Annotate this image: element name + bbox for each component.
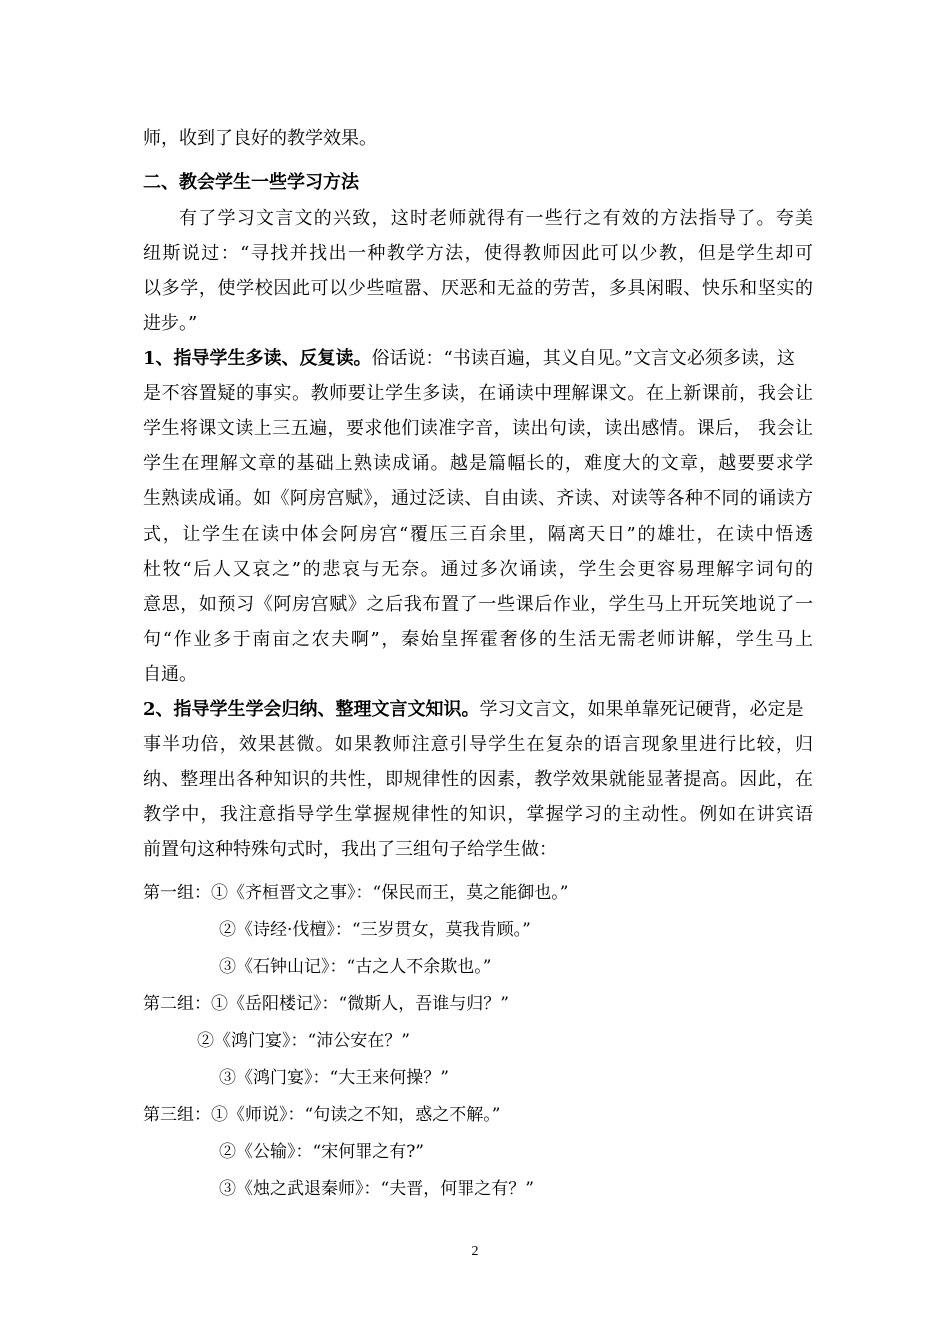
paragraph-line: 生熟读成诵。如《阿房宫赋》，通过泛读、自由读、齐读、对读等各种不同的诵读方 [143, 488, 813, 509]
paragraph-line: 前置句这种特殊句式时，我出了三组句子给学生做： [143, 839, 557, 860]
example-line: ③《烛之武退秦师》：“夫晋，何罪之有？” [219, 1179, 534, 1199]
paragraph-line: 以多学，使学校因此可以少些喧嚣、厌恶和无益的劳苦，多具闲暇、快乐和坚实的 [143, 278, 813, 299]
page-number: 2 [471, 1244, 479, 1259]
example-line: ②《诗经·伐檀》：“三岁贯女，莫我肯顾。” [219, 920, 531, 940]
subheading: 2、指导学生学会归纳、整理文言文知识。 [143, 699, 480, 720]
subheading: 1、指导学生多读、反复读。 [143, 348, 372, 369]
paragraph-line: 教学中，我注意指导学生掌握规律性的知识，掌握学习的主动性。例如在讲宾语 [143, 804, 813, 825]
paragraph-line: 自通。 [143, 664, 197, 685]
paragraph-line: 杜牧“后人又哀之”的悲哀与无奈。通过多次诵读，学生会更容易理解字词句的 [143, 559, 813, 580]
example-line: 第三组：①《师说》：“句读之不知，惑之不解。” [143, 1105, 501, 1125]
example-line: ③《石钟山记》：“古之人不余欺也。” [219, 957, 492, 977]
example-line: 第一组：①《齐桓晋文之事》：“保民而王，莫之能御也。” [143, 883, 569, 903]
paragraph-line: 句“作业多于南亩之农夫啊”，秦始皇挥霍奢侈的生活无需老师讲解，学生马上 [143, 629, 813, 650]
example-line: ②《公输》：“宋何罪之有?” [219, 1142, 424, 1162]
paragraph-line: 学生将课文读上三五遍，要求他们读准字音，读出句读，读出感情。课后， 我会让 [143, 418, 813, 439]
paragraph-line: 事半功倍，效果甚微。如果教师注意引导学生在复杂的语言现象里进行比较，归 [143, 734, 813, 755]
example-line: 第二组：①《岳阳楼记》：“微斯人，吾谁与归？” [143, 994, 509, 1014]
paragraph-line [143, 346, 813, 372]
example-line: ②《鸿门宴》：“沛公安在？” [197, 1031, 410, 1051]
paragraph-text: 学习文言文，如果单靠死记硬背，必定是 [479, 699, 804, 720]
paragraph-text: 俗话说：“书读百遍，其义自见。”文言文必须多读，这 [371, 348, 795, 369]
example-line: ③《鸿门宴》：“大王来何操？” [219, 1068, 449, 1088]
paragraph-line: 纽斯说过：“寻找并找出一种教学方法，使得教师因此可以少教，但是学生却可 [143, 243, 813, 264]
paragraph-line: 有了学习文言文的兴致，这时老师就得有一些行之有效的方法指导了。夸美 [179, 208, 813, 229]
paragraph-line: 学生在理解文章的基础上熟读成诵。越是篇幅长的，难度大的文章，越要要求学 [143, 453, 813, 474]
paragraph-line: 是不容置疑的事实。教师要让学生多读，在诵读中理解课文。在上新课前，我会让 [143, 383, 813, 404]
paragraph-line: 式，让学生在读中体会阿房宫“覆压三百余里，隔离天日”的雄壮，在读中悟透 [143, 524, 813, 545]
text-line: 师，收到了良好的教学效果。 [143, 128, 377, 149]
paragraph-line: 纳、整理出各种知识的共性，即规律性的因素，教学效果就能显著提高。因此，在 [143, 769, 813, 790]
paragraph-line: 进步。” [143, 313, 198, 334]
section-heading: 二、教会学生一些学习方法 [143, 172, 359, 193]
paragraph-line [143, 697, 813, 723]
paragraph-line: 意思，如预习《阿房宫赋》之后我布置了一些课后作业，学生马上开玩笑地说了一 [143, 594, 813, 615]
